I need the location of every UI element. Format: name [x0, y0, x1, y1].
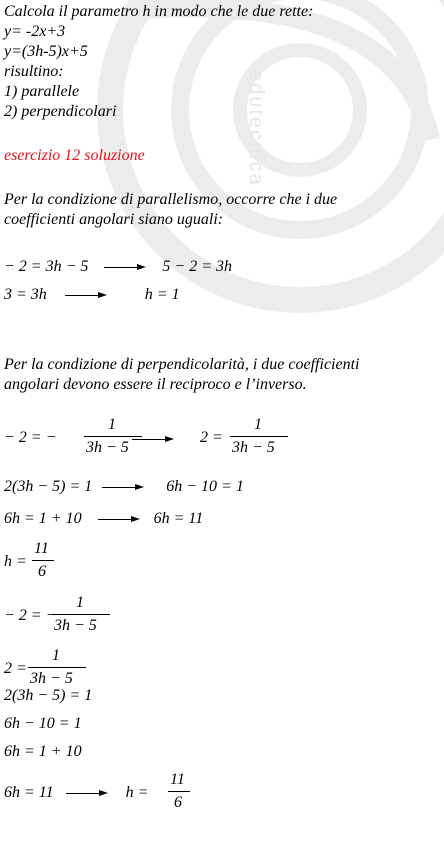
- perpendicular-text-1: Per la condizione di perpendicolarità, i due coefficienti: [4, 356, 360, 373]
- perpendicular-text-2: angolari devono essere il reciproco e l’inverso.: [4, 376, 307, 393]
- line-equation-2: y=(3h-5)x+5: [4, 43, 88, 60]
- perpendicular-equation-10: 6h = 11 h = 11 6: [4, 783, 204, 803]
- perpendicular-equation-4: h = 11 6: [4, 552, 104, 572]
- perpendicular-equation-9: 6h = 1 + 10: [4, 743, 82, 760]
- perpendicular-equation-1: − 2 = − 1 3h − 5 2 = 1 3h − 5: [4, 428, 204, 448]
- problem-ask: risultino:: [4, 63, 64, 80]
- parallel-equation-2: 3 = 3h h = 1: [4, 286, 180, 303]
- parallel-text-1: Per la condizione di parallelismo, occorre che i due: [4, 191, 338, 208]
- fraction: 1 3h − 5: [84, 415, 144, 459]
- fraction: 1 3h − 5: [52, 593, 112, 637]
- parallel-text-2: coefficienti angolari siano uguali:: [4, 211, 224, 228]
- problem-item-2: 2) perpendicolari: [4, 103, 117, 120]
- fraction: 11 6: [32, 539, 56, 583]
- right-arrow-icon: [132, 435, 174, 443]
- perpendicular-equation-3: 6h = 1 + 10 6h = 11: [4, 510, 204, 527]
- parallel-equation-1: − 2 = 3h − 5 5 − 2 = 3h: [4, 258, 232, 275]
- perpendicular-equation-7: 2(3h − 5) = 1: [4, 687, 93, 704]
- right-arrow-icon: [98, 515, 140, 523]
- perpendicular-equation-2: 2(3h − 5) = 1 6h − 10 = 1: [4, 478, 244, 495]
- perpendicular-equation-8: 6h − 10 = 1: [4, 715, 82, 732]
- fraction: 1 3h − 5: [230, 415, 290, 459]
- line-equation-1: y= -2x+3: [4, 23, 66, 40]
- right-arrow-icon: [102, 483, 144, 491]
- problem-intro: Calcola il parametro h in modo che le due rette:: [4, 3, 314, 20]
- right-arrow-icon: [66, 789, 108, 797]
- fraction: 11 6: [168, 770, 192, 814]
- solution-title: esercizio 12 soluzione: [4, 147, 145, 164]
- watermark-text: edutecnica: [245, 70, 267, 187]
- problem-item-1: 1) parallele: [4, 83, 80, 100]
- fraction: 1 3h − 5: [28, 646, 88, 690]
- perpendicular-equation-6: 2 = 1 3h − 5: [4, 659, 104, 679]
- perpendicular-equation-5: − 2 = − 1 3h − 5: [4, 606, 144, 626]
- right-arrow-icon: [104, 263, 146, 271]
- right-arrow-icon: [65, 291, 107, 299]
